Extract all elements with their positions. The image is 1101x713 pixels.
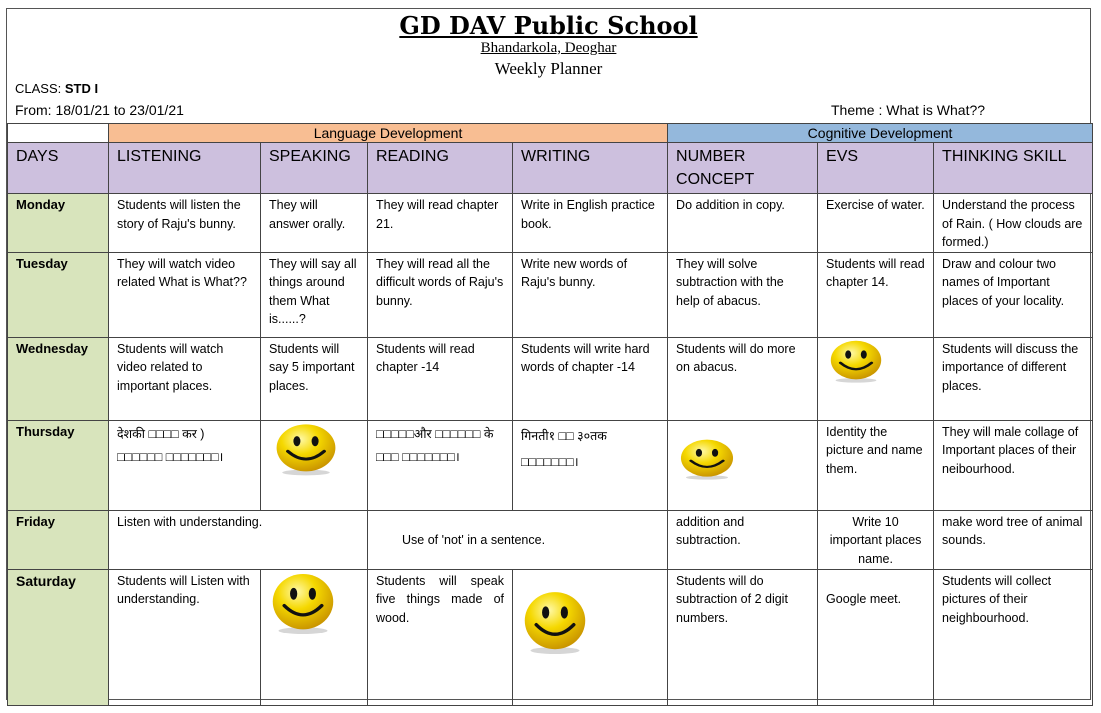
- listening-cell: देशकी □□□□ कर ) □□□□□□ □□□□□□□।: [117, 426, 224, 464]
- group-spacer-cell: [8, 124, 109, 143]
- table-row: [8, 337, 1093, 420]
- number-concept-cell: Do addition in copy.: [676, 198, 785, 212]
- theme: Theme : What is What??: [831, 102, 986, 118]
- class-value: STD I: [64, 81, 99, 96]
- days-header: DAYS: [16, 148, 59, 165]
- number-concept-cell: addition and subtraction.: [676, 514, 745, 547]
- thinking-skill-cell: Draw and colour two names of Important places of your locality.: [942, 256, 1065, 308]
- listening-speaking-cell: Listen with understanding.: [117, 514, 263, 529]
- number-concept-cell: [668, 420, 818, 510]
- speaking-cell: Students will say 5 important places.: [269, 341, 355, 393]
- column-header-row: [8, 143, 1093, 194]
- day-label: Friday: [16, 513, 56, 529]
- planner-sheet: [6, 8, 1091, 700]
- group-header-row: [8, 124, 1093, 143]
- school-location: Bhandarkola, Deoghar: [480, 40, 617, 56]
- smiley-icon: [267, 570, 339, 636]
- writing-cell: Write in English practice book.: [521, 198, 655, 231]
- reading-header: READING: [376, 148, 449, 165]
- table-row: [8, 510, 1093, 569]
- smiley-icon: [676, 437, 738, 481]
- school-name: GD DAV Public School: [399, 11, 698, 40]
- speaking-cell: [261, 569, 368, 705]
- listening-header: LISTENING: [117, 148, 202, 165]
- evs-cell: Exercise of water.: [826, 198, 925, 212]
- writing-cell: [513, 569, 668, 705]
- thinking-skill-cell: They will male collage of Important places of their neibourhood.: [942, 424, 1079, 476]
- listening-cell: Students will watch video related to important places.: [117, 341, 224, 393]
- speaking-header: SPEAKING: [269, 148, 351, 165]
- smiley-icon: [826, 338, 886, 384]
- day-label: Wednesday: [16, 340, 89, 356]
- weekly-planner-table: [7, 123, 1093, 706]
- reading-writing-cell: Use of 'not' in a sentence.: [402, 532, 546, 547]
- table-row: [8, 252, 1093, 337]
- class-label: CLASS:: [15, 81, 62, 96]
- writing-cell: गिनती१ □□ ३०तक □□□□□□□।: [521, 428, 607, 469]
- day-label: Saturday: [16, 572, 76, 589]
- speaking-cell: They will answer orally.: [269, 198, 346, 231]
- cognitive-development-header: Cognitive Development: [668, 124, 1093, 143]
- reading-cell: They will read all the difficult words of Raju's bunny.: [376, 256, 504, 308]
- thinking-skill-header: THINKING SKILL: [942, 148, 1067, 165]
- listening-cell: Students will Listen with understanding.: [117, 573, 250, 606]
- listening-cell: Students will listen the story of Raju's bunny.: [117, 198, 241, 231]
- table-row: [8, 194, 1093, 253]
- writing-cell: Students will write hard words of chapter -14: [521, 341, 650, 374]
- evs-cell: Google meet.: [826, 591, 902, 606]
- reading-cell: They will read chapter 21.: [376, 198, 499, 231]
- number-concept-cell: Students will do subtraction of 2 digit numbers.: [676, 573, 788, 625]
- planner-title: Weekly Planner: [494, 59, 603, 78]
- evs-header: EVS: [826, 148, 859, 165]
- smiley-icon: [271, 421, 341, 477]
- thinking-skill-cell: Students will collect pictures of their neighbourhood.: [942, 573, 1052, 625]
- thinking-skill-cell: Understand the process of Rain. ( How clouds are formed.): [942, 198, 1083, 249]
- number-concept-cell: They will solve subtraction with the help of abacus.: [676, 256, 784, 308]
- reading-cell: Students will speak five things made of wood.: [376, 573, 504, 625]
- smiley-icon: [519, 588, 591, 656]
- writing-header: WRITING: [521, 148, 591, 165]
- class-line: [15, 81, 98, 96]
- thinking-skill-cell: make word tree of animal sounds.: [942, 514, 1083, 547]
- thinking-skill-cell: Students will discuss the importance of different places.: [942, 341, 1079, 393]
- evs-cell: Write 10 important places name.: [829, 514, 922, 566]
- listening-cell: They will watch video related What is What??: [117, 256, 247, 289]
- day-label: Tuesday: [16, 255, 68, 271]
- date-range: From: 18/01/21 to 23/01/21: [15, 102, 184, 118]
- evs-cell: Students will read chapter 14.: [826, 256, 925, 289]
- day-label: Thursday: [16, 423, 75, 439]
- evs-cell: Identity the picture and name them.: [826, 424, 923, 476]
- language-development-header: Language Development: [109, 124, 668, 143]
- number-concept-cell: Students will do more on abacus.: [676, 341, 796, 374]
- table-row: [8, 420, 1093, 510]
- writing-cell: Write new words of Raju's bunny.: [521, 256, 628, 289]
- table-row: [8, 569, 1093, 705]
- speaking-cell: [261, 420, 368, 510]
- day-label: Monday: [16, 197, 66, 212]
- reading-cell: Students will read chapter -14: [376, 341, 475, 374]
- speaking-cell: They will say all things around them What is......?: [269, 256, 357, 326]
- number-concept-header: NUMBER CONCEPT: [676, 148, 755, 188]
- reading-cell: □□□□□और □□□□□□ के □□□ □□□□□□□।: [376, 426, 494, 464]
- evs-cell: [818, 337, 934, 420]
